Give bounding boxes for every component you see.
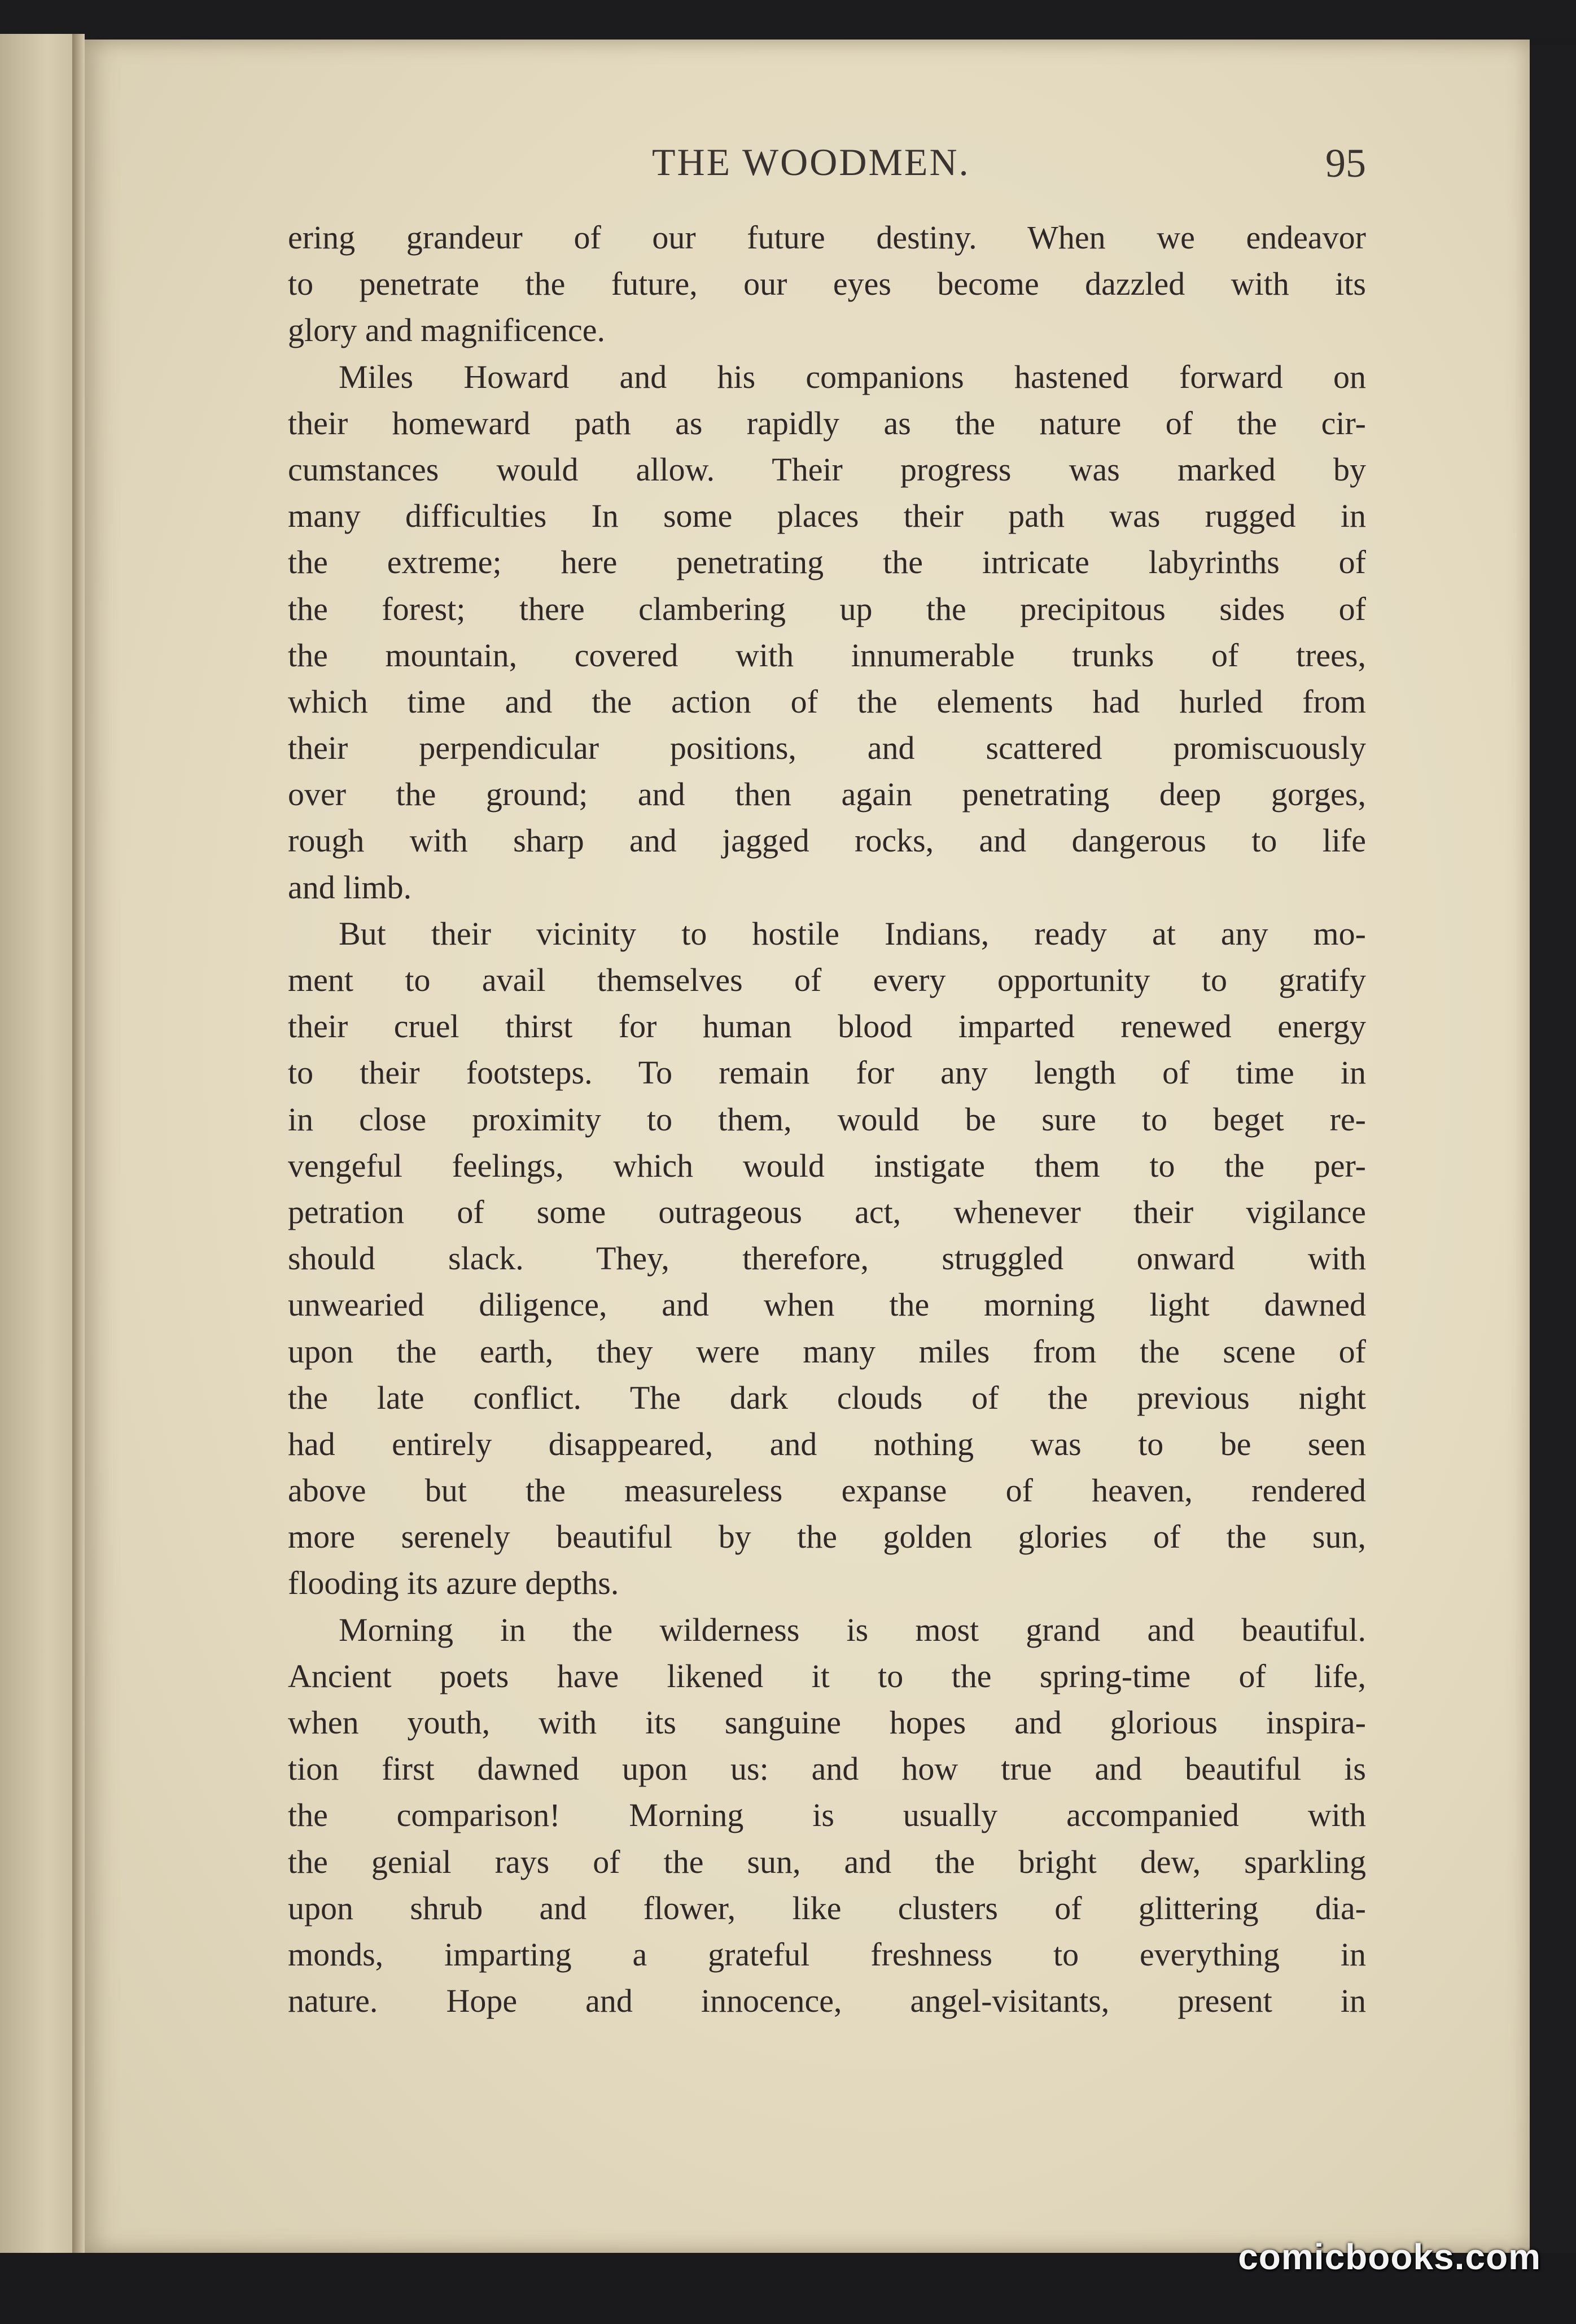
text-line: more serenely beautiful by the golden glories of the sun, bbox=[288, 1518, 1366, 1556]
text-line: the late conflict. The dark clouds of the previous night bbox=[288, 1379, 1366, 1416]
text-line: cumstances would allow. Their progress was marked by bbox=[288, 451, 1366, 488]
page-number: 95 bbox=[1325, 141, 1366, 186]
scan-background-right bbox=[1530, 45, 1576, 2253]
text-line: petration of some outrageous act, whenever their vigilance bbox=[288, 1193, 1366, 1230]
text-line: their perpendicular positions, and scattered promiscuously bbox=[288, 729, 1366, 767]
running-head: THE WOODMEN. bbox=[652, 141, 970, 184]
page-header bbox=[288, 140, 1366, 202]
text-line: should slack. They, therefore, struggled onward with bbox=[288, 1240, 1366, 1277]
text-line: their homeward path as rapidly as the nature of the cir- bbox=[288, 404, 1366, 442]
book-gutter bbox=[72, 34, 85, 2253]
text-line: the extreme; here penetrating the intricate labyrinths of bbox=[288, 544, 1366, 581]
text-line: upon the earth, they were many miles from the scene of bbox=[288, 1333, 1366, 1370]
text-line: rough with sharp and jagged rocks, and dangerous to life bbox=[288, 822, 1366, 859]
text-line: the forest; there clambering up the precipitous sides of bbox=[288, 590, 1366, 627]
text-line: But their vicinity to hostile Indians, ready at any mo- bbox=[339, 915, 1366, 952]
facing-page-edge bbox=[0, 34, 79, 2253]
text-line: the comparison! Morning is usually accompanied with bbox=[288, 1797, 1366, 1834]
text-line: nature. Hope and innocence, angel-visitants, present in bbox=[288, 1982, 1366, 2020]
text-line: and limb. bbox=[288, 868, 412, 906]
text-line: in close proximity to them, would be sure to beget re- bbox=[288, 1100, 1366, 1138]
text-line: upon shrub and flower, like clusters of glittering dia- bbox=[288, 1889, 1366, 1927]
text-line: monds, imparting a grateful freshness to everything in bbox=[288, 1936, 1366, 1973]
text-line: when youth, with its sanguine hopes and glorious inspira- bbox=[288, 1704, 1366, 1741]
text-line: glory and magnificence. bbox=[288, 312, 606, 349]
text-line: many difficulties In some places their path was rugged in bbox=[288, 497, 1366, 535]
text-line: ment to avail themselves of every opportunity to gratify bbox=[288, 962, 1366, 998]
text-line: their cruel thirst for human blood imparted renewed energy bbox=[288, 1008, 1366, 1045]
text-line: to penetrate the future, our eyes become dazzled with its bbox=[288, 265, 1366, 303]
body-text bbox=[288, 215, 1366, 2024]
text-line: over the ground; and then again penetrating deep gorges, bbox=[288, 776, 1366, 813]
text-line: Morning in the wilderness is most grand and beautiful. bbox=[339, 1611, 1366, 1648]
text-line: ering grandeur of our future destiny. When we endeavor bbox=[288, 219, 1366, 256]
text-line: unwearied diligence, and when the morning light dawned bbox=[288, 1286, 1366, 1323]
text-line: the mountain, covered with innumerable trunks of trees, bbox=[288, 636, 1366, 674]
text-line: had entirely disappeared, and nothing was to be seen bbox=[288, 1425, 1366, 1462]
text-line: the genial rays of the sun, and the bright dew, sparkling bbox=[288, 1843, 1366, 1880]
scan-background-top bbox=[0, 0, 1576, 40]
text-line: above but the measureless expanse of heaven, rendered bbox=[288, 1472, 1366, 1509]
text-line: tion first dawned upon us: and how true and beautiful is bbox=[288, 1750, 1366, 1788]
text-line: which time and the action of the elements had hurled from bbox=[288, 683, 1366, 720]
text-line: to their footsteps. To remain for any length of time in bbox=[288, 1054, 1366, 1091]
text-line: Miles Howard and his companions hastened forward on bbox=[339, 358, 1366, 395]
text-line: vengeful feelings, which would instigate them to the per- bbox=[288, 1147, 1366, 1184]
site-watermark: comicbooks.com bbox=[1238, 2236, 1541, 2277]
text-line: flooding its azure depths. bbox=[288, 1565, 619, 1602]
text-line: Ancient poets have likened it to the spring-time of life, bbox=[288, 1657, 1366, 1694]
